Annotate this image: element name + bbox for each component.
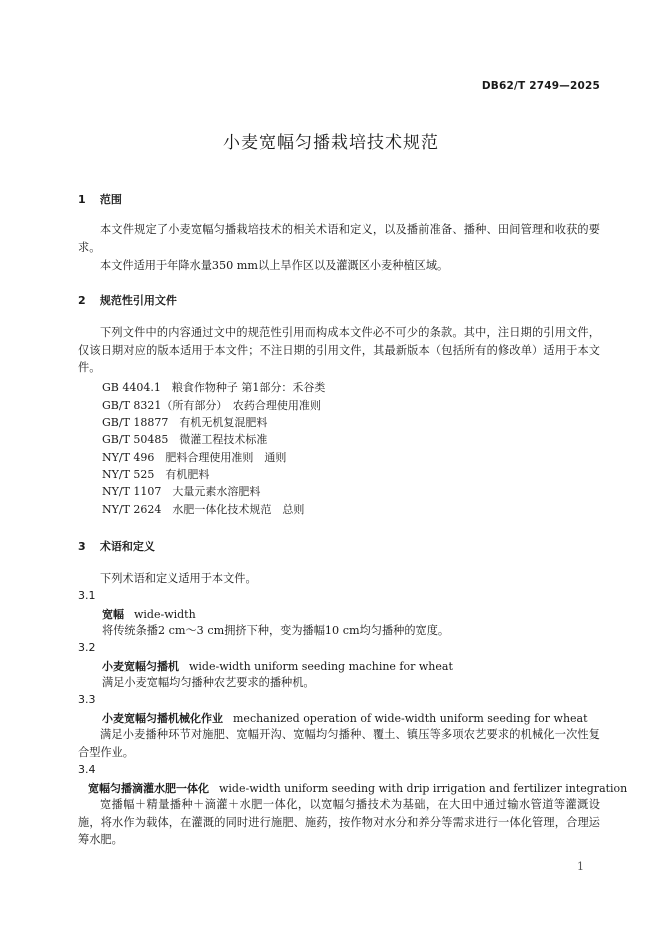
term-en: wide-width uniform seeding with drip irrigation and fertilizer integration [219, 782, 628, 795]
term-en: wide-width [134, 608, 196, 621]
document-title: 小麦宽幅匀播栽培技术规范 [223, 133, 439, 153]
scope-paragraph-2: 本文件适用于年降水量350 mm以上旱作区以及灌溉区小麦种植区域。 [100, 259, 449, 272]
section-title: 范围 [99, 193, 122, 206]
scope-paragraph-1: 本文件规定了小麦宽幅匀播栽培技术的相关术语和定义，以及播前准备、播种、田间管理和收获的要求。 [78, 223, 600, 254]
term-definition: 将传统条播2 cm～3 cm拥挤下种，变为播幅10 cm均匀播种的宽度。 [102, 624, 450, 637]
section-2-heading [78, 292, 177, 308]
term-cn: 宽幅 [102, 608, 124, 621]
term-number: 3.3 [78, 693, 96, 706]
term-entry [88, 780, 627, 796]
terms-intro: 下列术语和定义适用于本文件。 [100, 572, 257, 585]
term-definition: 满足小麦宽幅均匀播种农艺要求的播种机。 [102, 676, 315, 689]
section-number: 1 [78, 193, 86, 206]
term-cn: 小麦宽幅匀播机 [102, 660, 179, 673]
term-cn: 宽幅匀播滴灌水肥一体化 [88, 782, 209, 795]
term-cn: 小麦宽幅匀播机械化作业 [102, 712, 223, 725]
reference-item: NY/T 1107 大量元素水溶肥料 [102, 485, 261, 498]
term-en: mechanized operation of wide-width uniform seeding for wheat [233, 712, 588, 725]
term-entry [102, 606, 196, 622]
section-number: 3 [78, 540, 86, 553]
term-entry [102, 710, 588, 726]
page-number: 1 [577, 860, 584, 873]
section-title: 术语和定义 [99, 540, 155, 553]
section-title: 规范性引用文件 [99, 294, 177, 307]
section-1-heading [78, 191, 122, 207]
reference-item: GB/T 50485 微灌工程技术标准 [102, 433, 268, 446]
reference-item: GB 4404.1 粮食作物种子 第1部分：禾谷类 [102, 381, 326, 394]
term-en: wide-width uniform seeding machine for wheat [189, 660, 453, 673]
term-definition: 满足小麦播种环节对施肥、宽幅开沟、宽幅均匀播种、覆土、镇压等多项农艺要求的机械化一次性复合型作业。 [78, 728, 600, 759]
normative-references-intro: 下列文件中的内容通过文中的规范性引用而构成本文件必不可少的条款。其中，注日期的引用文件，仅该日期对应的版本适用于本文件；不注日期的引用文件，其最新版本（包括所有的修改单）适用于本文件。 [78, 326, 600, 374]
reference-item: GB/T 8321（所有部分） 农药合理使用准则 [102, 399, 321, 412]
term-number: 3.4 [78, 763, 96, 776]
term-number: 3.2 [78, 641, 96, 654]
reference-item: NY/T 2624 水肥一体化技术规范 总则 [102, 503, 305, 516]
reference-item: GB/T 18877 有机无机复混肥料 [102, 416, 268, 429]
reference-item: NY/T 525 有机肥料 [102, 468, 210, 481]
section-number: 2 [78, 294, 86, 307]
standard-code: DB62/T 2749—2025 [481, 80, 600, 92]
term-definition: 宽播幅＋精量播种＋滴灌＋水肥一体化，以宽幅匀播技术为基础，在大田中通过输水管道等灌溉设施，将水作为载体，在灌溉的同时进行施肥、施药，按作物对水分和养分等需求进行一体化管理，合理运筹水肥。 [78, 798, 600, 846]
section-3-heading [78, 538, 155, 554]
term-number: 3.1 [78, 589, 96, 602]
term-entry [102, 658, 453, 674]
reference-item: NY/T 496 肥料合理使用准则 通则 [102, 451, 287, 464]
